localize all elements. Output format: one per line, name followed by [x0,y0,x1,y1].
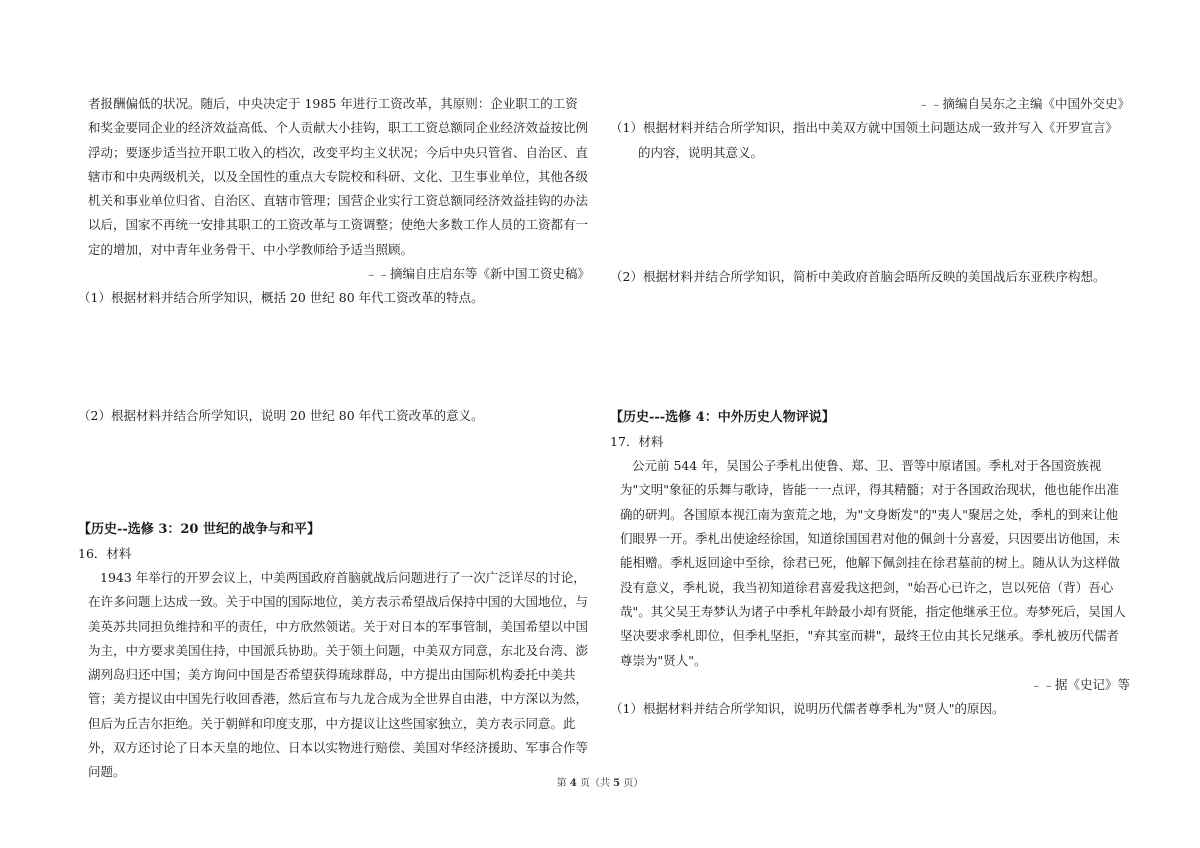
question-17-label: 17．材料 [610,434,664,450]
question-17-1: （1）根据材料并结合所学知识，说明历代儒者尊季札为"贤人"的原因。 [610,701,1005,717]
question-16-1: （1）根据材料并结合所学知识，指出中美双方就中国领土问题达成一致并写入《开罗宣言》的内容，说明其意义。 [610,120,1118,160]
answer-space [610,165,1130,265]
right-column [610,92,1130,721]
question-16-passage: 1943 年举行的开罗会议上，中美两国政府首脑就战后问题进行了一次广泛详尽的讨论，在许多问题上达成一致。关于中国的国际地位，美方表示希望战后保持中国的大国地位，与美英苏共同担负维持和平的责任，中方欣然领诺。关于对日本的军事管制，美国希望以中国为主，中方要求美国住持，中国派兵协助。关于领土问题，中美双方同意，东北及台湾、澎湖列岛归还中国；美方询问中国是否希望获得琉球群岛，中方提出由国际机构委托中美共管；美方提议由中国先行收回香港，然后宣布与九龙合成为全世界自由港，中方深以为然，但后为丘吉尔拒绝。关于朝鲜和印度支那，中方提议让这些国家独立，美方表示同意。此外，双方还讨论了日本天皇的地位、日本以实物进行赔偿、美国对华经济援助、军事合作等问题。 [88,569,589,780]
passage-source: ﹣﹣摘编自庄启东等《新中国工资史稿》 [364,266,590,282]
section-3-heading: 【历史--选修 3：20 世纪的战争与和平】 [78,521,320,537]
section-4-heading: 【历史---选修 4：中外历史人物评说】 [610,410,835,426]
question-16-label: 16．材料 [78,545,132,561]
question-16-source: ﹣﹣摘编自吴东之主编《中国外交史》 [917,96,1130,111]
page-number: 4 [569,778,577,789]
answer-space [78,311,590,404]
footer-prefix: 第 [556,778,570,789]
footer-suffix: 页） [620,778,644,789]
page-total: 5 [613,778,621,789]
question-17-passage: 公元前 544 年，吴国公子季札出使鲁、郑、卫、晋等中原诸国。季札对于各国资族视为"文明"象征的乐舞与歌诗，皆能一一点评，得其精髓；对于各国政治现状，他也能作出准确的研判。各国原本视江南为蛮荒之地，为"文身断发"的"夷人"聚居之处，季札的到来让他们眼界一开。季札出使途经徐国，知道徐国国君对他的佩剑十分喜爱，只因要出访他国，未能相赠。季札返回途中至徐，徐君已死，他解下佩剑挂在徐君墓前的树上。随从认为这样做没有意义，季札说，我当初知道徐君喜爱我这把剑，"始吾心已许之，岂以死倍（背）吾心哉"。其父吴王寿梦认为诸子中季札年龄最小却有贤能，指定他继承王位。寿梦死后，吴国人坚决要求季札即位，但季札坚拒，"弃其室而耕"，最终王位由其长兄继承。季札被历代儒者尊崇为"贤人"。 [620,458,1126,668]
passage-tail-text: 者报酬偏低的状况。随后，中央决定于 1985 年进行工资改革，其原则：企业职工的工资和奖金要同企业的经济效益高低、个人贡献大小挂钩，职工工资总额同企业经济效益按比例浮动；要逐步适当拉开职工收入的档次，改变平均主义状况；今后中央只管省、自治区、直辖市和中央两级机关，以及全国性的重点大专院校和科研、文化、卫生事业单位，其他各级机关和事业单位归省、自治区、直辖市管理；国营企业实行工资总额同经济效益挂钩的办法以后，国家不再统一安排其职工的工资改革与工资调整；使绝大多数工作人员的工资都有一定的增加，对中青年业务骨干、中小学教师给予适当照顾。 [88,96,589,257]
question-17-source: ﹣﹣据《史记》等 [1029,676,1130,692]
question-16-2: （2）根据材料并结合所学知识，简析中美政府首脑会晤所反映的美国战后东亚秩序构想。 [610,268,1106,284]
answer-space [610,289,1130,406]
question-15-2: （2）根据材料并结合所学知识，说明 20 世纪 80 年代工资改革的意义。 [78,407,484,423]
left-column [78,92,590,785]
page-footer [0,774,1200,789]
answer-space [78,428,590,518]
footer-mid: 页（共 [576,778,614,789]
question-15-1: （1）根据材料并结合所学知识，概括 20 世纪 80 年代工资改革的特点。 [78,290,484,306]
